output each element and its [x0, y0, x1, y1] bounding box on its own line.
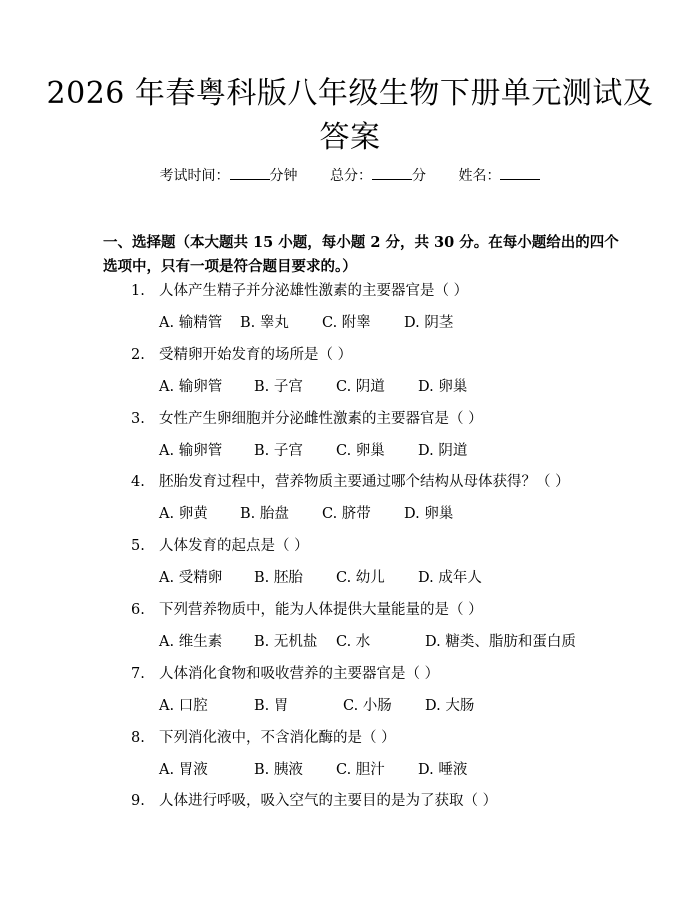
question-number: 4. [131, 474, 145, 490]
option-c: C. 胆汁 [336, 762, 385, 778]
option-d: D. 阴茎 [404, 315, 454, 331]
option-d: D. 成年人 [418, 570, 482, 586]
question-number: 6. [131, 602, 145, 618]
option-b: B. 子宫 [254, 443, 303, 459]
exam-info [0, 166, 700, 186]
question-6 [131, 600, 483, 620]
question-9 [131, 791, 497, 811]
question-stem: 下列营养物质中，能为人体提供大量能量的是（ ） [159, 602, 483, 618]
section-heading: 一、选择题（本大题共 15 小题，每小题 2 分，共 30 分。在每小题给出的四个选项中，只有一项是符合题目要求的。） [103, 234, 619, 275]
option-a: A. 输卵管 [159, 379, 223, 395]
option-b: B. 子宫 [254, 379, 303, 395]
question-number: 2. [131, 347, 145, 363]
option-a: A. 输精管 [159, 315, 223, 331]
exam-time-label: 考试时间： [159, 168, 230, 184]
question-4 [131, 472, 570, 492]
question-stem: 女性产生卵细胞并分泌雌性激素的主要器官是（ ） [159, 411, 483, 427]
exam-name-blank [500, 166, 540, 180]
option-b: B. 无机盐 [254, 634, 318, 650]
option-b: B. 胎盘 [240, 506, 289, 522]
exam-time-blank [230, 166, 270, 180]
question-7 [131, 664, 439, 684]
option-b: B. 胚胎 [254, 570, 303, 586]
option-c: C. 阴道 [336, 379, 385, 395]
option-d: D. 卵巢 [404, 506, 454, 522]
title-line-2: 答案 [319, 120, 381, 155]
exam-score-label: 总分： [330, 168, 372, 184]
question-stem: 人体消化食物和吸收营养的主要器官是（ ） [159, 666, 440, 682]
document-title [40, 72, 660, 160]
option-c: C. 水 [336, 634, 371, 650]
option-d: D. 唾液 [418, 762, 468, 778]
option-a: A. 胃液 [159, 762, 208, 778]
question-stem: 胚胎发育过程中，营养物质主要通过哪个结构从母体获得？（ ） [159, 474, 570, 490]
option-a: A. 口腔 [159, 698, 208, 714]
option-b: B. 睾丸 [240, 315, 289, 331]
exam-time [160, 166, 298, 186]
question-stem: 人体进行呼吸，吸入空气的主要目的是为了获取（ ） [159, 793, 498, 809]
option-b: B. 胃 [254, 698, 289, 714]
question-number: 8. [131, 730, 145, 746]
option-c: C. 脐带 [322, 506, 371, 522]
option-c: C. 幼儿 [336, 570, 385, 586]
question-number: 7. [131, 666, 145, 682]
option-c: C. 附睾 [322, 315, 371, 331]
question-number: 9. [131, 793, 145, 809]
exam-score-blank [372, 166, 412, 180]
exam-score-unit: 分 [412, 168, 426, 184]
question-stem: 下列消化液中，不含消化酶的是（ ） [159, 730, 396, 746]
question-stem: 受精卵开始发育的场所是（ ） [159, 347, 353, 363]
question-1 [131, 281, 468, 301]
exam-name-label: 姓名： [458, 168, 501, 184]
question-stem: 人体发育的起点是（ ） [159, 538, 309, 554]
option-b: B. 胰液 [254, 762, 303, 778]
option-a: A. 维生素 [159, 634, 223, 650]
question-5 [131, 536, 309, 556]
question-number: 3. [131, 411, 145, 427]
option-d: D. 糖类、脂肪和蛋白质 [425, 634, 576, 650]
title-line-1: 2026 年春粤科版八年级生物下册单元测试及 [46, 76, 654, 111]
question-8 [131, 728, 396, 748]
exam-name [458, 166, 540, 186]
question-2 [131, 345, 352, 365]
option-d: D. 大肠 [425, 698, 475, 714]
option-d: D. 阴道 [418, 443, 468, 459]
option-a: A. 输卵管 [159, 443, 223, 459]
option-d: D. 卵巢 [418, 379, 468, 395]
question-number: 5. [131, 538, 145, 554]
option-c: C. 小肠 [343, 698, 392, 714]
question-stem: 人体产生精子并分泌雄性激素的主要器官是（ ） [159, 283, 469, 299]
exam-time-unit: 分钟 [269, 168, 298, 184]
exam-score [330, 166, 426, 186]
question-number: 1. [131, 283, 145, 299]
question-3 [131, 409, 483, 429]
option-a: A. 卵黄 [159, 506, 208, 522]
option-a: A. 受精卵 [159, 570, 223, 586]
option-c: C. 卵巢 [336, 443, 385, 459]
